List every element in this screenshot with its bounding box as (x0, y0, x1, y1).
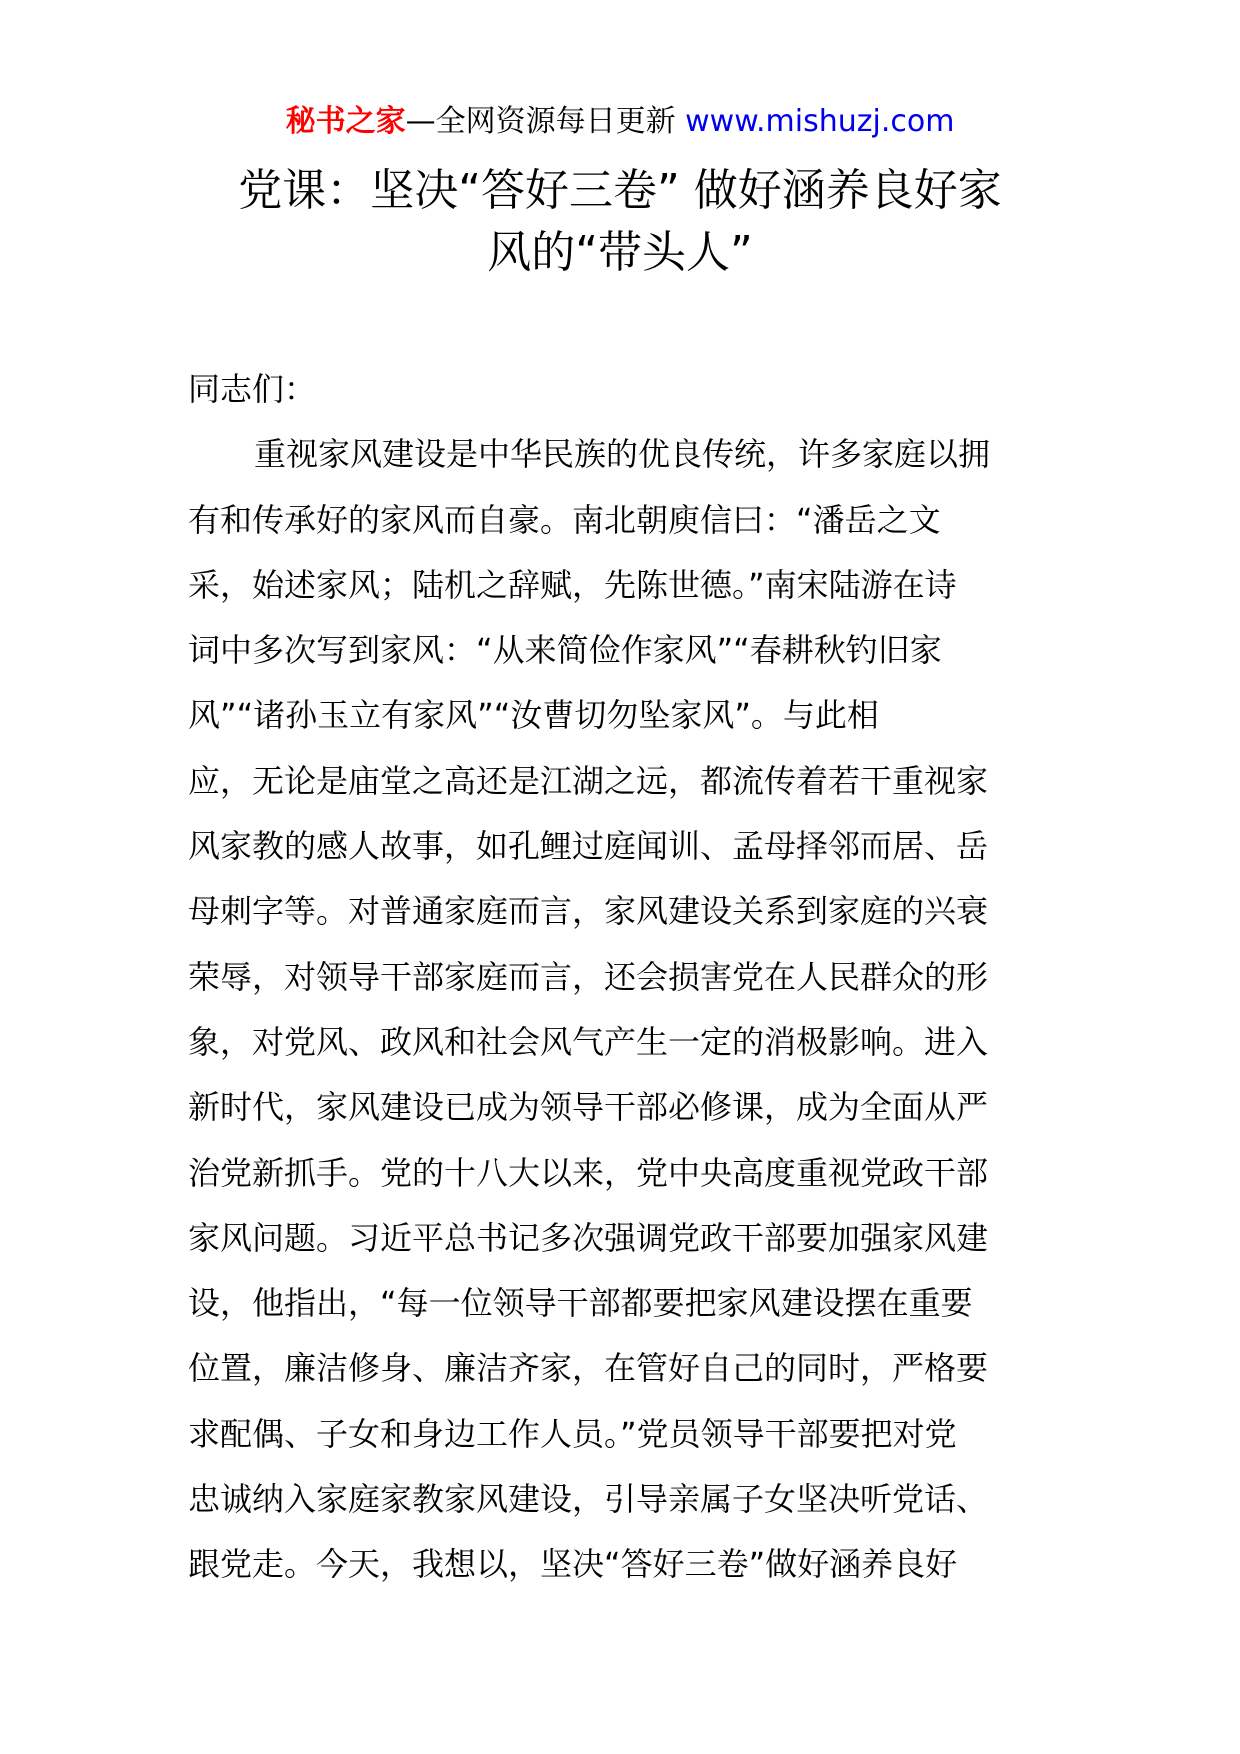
paragraph-line: 应，无论是庙堂之高还是江湖之远，都流传着若干重视家 (188, 761, 989, 800)
paragraph-line: 跟党走。今天，我想以，坚决“答好三卷”做好涵养良好 (188, 1545, 958, 1584)
document-body (188, 357, 1050, 1598)
paragraph-line: 风家教的感人故事，如孔鲤过庭闻训、孟母择邻而居、岳 (188, 827, 989, 866)
paragraph-line: 重视家风建设是中华民族的优良传统，许多家庭以拥 (254, 435, 991, 474)
website-link[interactable]: www.mishuzj.com (685, 104, 955, 139)
paragraph-line: 有和传承好的家风而自豪。南北朝庾信曰：“潘岳之文 (188, 500, 941, 539)
paragraph-line: 母刺字等。对普通家庭而言，家风建设关系到家庭的兴衰 (188, 892, 989, 931)
paragraph-line: 治党新抓手。党的十八大以来，党中央高度重视党政干部 (188, 1153, 989, 1192)
brand-name: 秘书之家 (285, 104, 406, 139)
paragraph-line: 新时代，家风建设已成为领导干部必修课，成为全面从严 (188, 1088, 989, 1127)
paragraph-line: 风”“诸孙玉立有家风”“汝曹切勿坠家风”。与此相 (188, 696, 879, 735)
header-tagline: —全网资源每日更新 (405, 104, 676, 139)
title-line-2: 风的“带头人” (487, 227, 753, 278)
title-line-1: 党课：坚决“答好三卷” 做好涵养良好家 (238, 165, 1002, 216)
paragraph-line: 词中多次写到家风：“从来简俭作家风”“春耕秋钓旧家 (188, 631, 942, 670)
paragraph-line: 家风问题。习近平总书记多次强调党政干部要加强家风建 (188, 1218, 989, 1257)
page-header (0, 102, 1240, 142)
paragraph-line: 忠诚纳入家庭家教家风建设，引导亲属子女坚决听党话、 (188, 1480, 989, 1519)
paragraph-line: 求配偶、子女和身边工作人员。”党员领导干部要把对党 (188, 1414, 957, 1453)
paragraph-line: 设，他指出，“每一位领导干部都要把家风建设摆在重要 (188, 1284, 973, 1323)
document-title (190, 160, 1050, 284)
paragraph-line: 荣辱，对领导干部家庭而言，还会损害党在人民群众的形 (188, 957, 989, 996)
salutation: 同志们： (188, 370, 317, 408)
paragraph-line: 位置，廉洁修身、廉洁齐家，在管好自己的同时，严格要 (188, 1349, 989, 1388)
paragraph-line: 采，始述家风；陆机之辞赋，先陈世德。”南宋陆游在诗 (188, 565, 957, 604)
body-paragraph (188, 422, 1050, 1597)
paragraph-line: 象，对党风、政风和社会风气产生一定的消极影响。进入 (188, 1022, 989, 1061)
